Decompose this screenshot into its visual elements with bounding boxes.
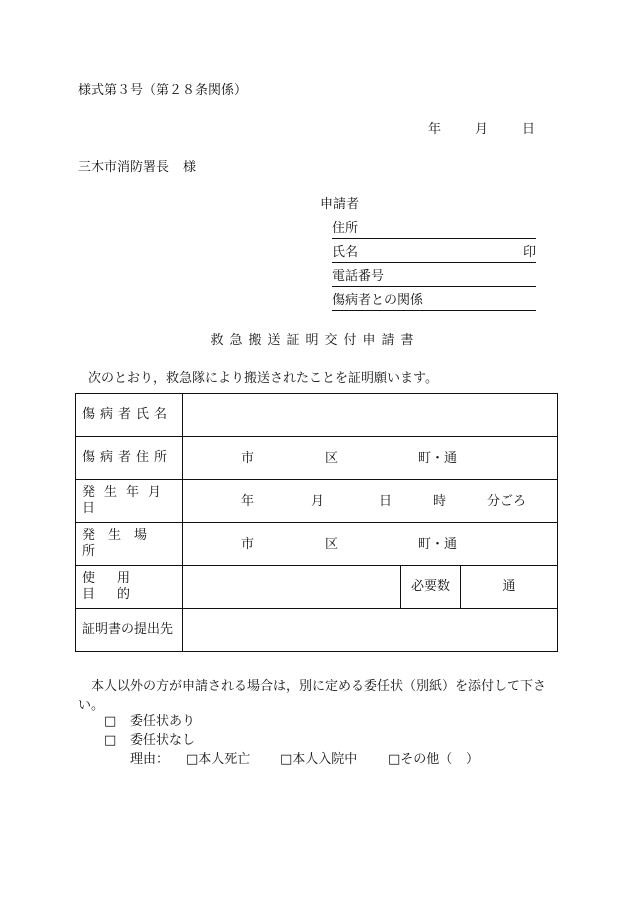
- form-number: 様式第３号（第２８条関係）: [78, 83, 248, 98]
- name-label: 氏名: [332, 245, 359, 261]
- relation-label: 傷病者との関係: [332, 293, 424, 309]
- city-label: 市: [241, 537, 255, 552]
- day-label: 日: [521, 122, 535, 137]
- reason-option-other[interactable]: □その他（: [388, 752, 453, 767]
- proxy-option-label: 委任状なし: [130, 733, 196, 748]
- table-row: [76, 480, 558, 523]
- applicant-relation-field[interactable]: [332, 290, 536, 311]
- table-row: [76, 523, 558, 566]
- label-patient-name: 傷病者氏名: [82, 407, 173, 423]
- applicant-phone-field[interactable]: [332, 266, 536, 287]
- occurrence-place-cell[interactable]: [183, 523, 558, 566]
- label-purpose: 使用目的: [82, 571, 153, 602]
- reason-label: 理由：: [130, 752, 170, 767]
- needed-count-label-cell: [401, 566, 461, 609]
- proxy-option-no[interactable]: [104, 733, 195, 749]
- checkbox-icon[interactable]: □: [104, 714, 117, 729]
- minute-unit: 分ごろ: [487, 494, 527, 509]
- city-label: 市: [241, 451, 255, 466]
- town-label: 町・通: [418, 451, 458, 466]
- label-patient-address: 傷病者住所: [82, 450, 173, 466]
- year-unit: 年: [241, 494, 255, 509]
- purpose-cell[interactable]: [183, 566, 401, 609]
- month-unit: 月: [311, 494, 325, 509]
- row-label: [76, 609, 183, 652]
- patient-name-cell[interactable]: [183, 394, 558, 437]
- address-label: 住所: [332, 221, 359, 237]
- ward-label: 区: [325, 537, 339, 552]
- checkbox-icon[interactable]: □: [104, 733, 117, 748]
- reason-line: [130, 752, 479, 768]
- reason-option-hospitalized[interactable]: □本人入院中: [280, 752, 358, 767]
- hour-unit: 時: [433, 494, 447, 509]
- copies-unit: 通: [502, 579, 516, 595]
- patient-address-cell[interactable]: [183, 437, 558, 480]
- row-label: [76, 394, 183, 437]
- town-label: 町・通: [418, 537, 458, 552]
- intro-text: 次のとおり，救急隊により搬送されたことを証明願います。: [88, 371, 438, 386]
- applicant-name-field[interactable]: [332, 242, 536, 263]
- seal-mark: 印: [522, 245, 536, 261]
- proxy-option-label: 委任状あり: [130, 714, 196, 729]
- day-unit: 日: [379, 494, 393, 509]
- row-label: [76, 523, 183, 566]
- submit-to-cell[interactable]: [183, 609, 558, 652]
- row-label: [76, 566, 183, 609]
- table-row: [76, 394, 558, 437]
- needed-count-label: 必要数: [410, 579, 450, 595]
- table-row: [76, 566, 558, 609]
- application-table: [75, 393, 558, 652]
- occurrence-date-cell[interactable]: [183, 480, 558, 523]
- row-label: [76, 480, 183, 523]
- proxy-option-yes[interactable]: [104, 714, 195, 730]
- form-title: 救急搬送証明交付申請書: [210, 333, 420, 348]
- addressee-name: 三木市消防署長: [78, 160, 170, 175]
- addressee: [78, 160, 196, 176]
- reason-option-deceased[interactable]: □本人死亡: [186, 752, 251, 767]
- applicant-label: 申請者: [320, 197, 360, 212]
- date-line: [428, 122, 535, 138]
- label-submit-to: 証明書の提出先: [82, 622, 174, 638]
- ward-label: 区: [325, 451, 339, 466]
- label-occurrence-place: 発生場所: [82, 528, 161, 559]
- label-occurrence-date: 発生年月日: [82, 485, 171, 516]
- addressee-suffix: 様: [183, 160, 197, 175]
- month-label: 月: [474, 122, 488, 137]
- year-label: 年: [427, 122, 441, 137]
- phone-label: 電話番号: [332, 269, 385, 285]
- row-label: [76, 437, 183, 480]
- applicant-address-field[interactable]: [332, 218, 536, 239]
- needed-count-cell[interactable]: [461, 566, 558, 609]
- reason-close-paren: ）: [466, 752, 480, 767]
- table-row: [76, 437, 558, 480]
- proxy-note: 本人以外の方が申請される場合は，別に定める委任状（別紙）を添付して下さい。: [78, 679, 547, 713]
- table-row: [76, 609, 558, 652]
